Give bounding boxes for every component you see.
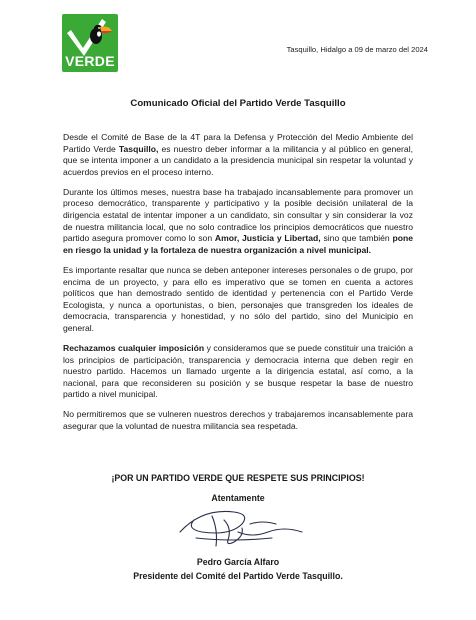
paragraph-3: Es importante resaltar que nunca se deben anteponer intereses personales o de grupo, por encima de un proyecto, y para ello es imperativo que se tomen en cuenta a actores políticos que han demostrado sentido de identidad y pertenencia con el Partido Verde Ecologista, y nunca a oportunistas, o bien, personajes que transgreden los ideales de democracia, transparencia y honestidad, y no sólo del partido, sino del Municipio en general. (63, 264, 413, 333)
closing-salutation: Atentamente (211, 493, 265, 503)
slogan: ¡POR UN PARTIDO VERDE QUE RESPETE SUS PRINCIPIOS! (111, 473, 365, 483)
p2-text-a: Durante los últimos meses, nuestra base ha trabajado incansablemente para promover un proceso democrático, transparente y participativo y la posible decisión unilateral de la dirigencia estatal de intentar imponer a un candidato, sin consultar y sin considerar la voz de nuestra militancia local, que no solo contradice los principios democráticos que nuestro partido asegura promover como lo son (63, 186, 413, 244)
document-date: Tasquillo, Hidalgo a 09 de marzo del 2024 (286, 45, 428, 54)
document-body (63, 132, 413, 441)
signer-name: Pedro García Alfaro (196, 557, 280, 567)
p4-bold: Rechazamos cualquier imposición (63, 343, 205, 353)
logo-text: VERDE (65, 53, 115, 69)
p2-bold-values: Amor, Justicia y Libertad, (214, 233, 321, 244)
paragraph-2 (63, 187, 413, 257)
signer-title: Presidente del Comité del Partido Verde Tasquillo. (133, 571, 343, 581)
document-title: Comunicado Oficial del Partido Verde Tasquillo (130, 98, 346, 109)
p1-text-c: es nuestro deber informar a la militancia y al público en general, que se intenta imponer a un candidato a la presidencia municipal sin respetar la voluntad y acuerdos previos en el proceso interno. (63, 143, 413, 177)
party-logo (62, 14, 118, 72)
handwritten-signature (172, 502, 312, 556)
paragraph-1 (63, 132, 413, 178)
p2-text-c: sino que también (320, 233, 393, 244)
p2-bold-risk: pone en riesgo la unidad y la fortaleza de nuestra organización a nivel municipal. (63, 233, 414, 255)
p1-bold: Tasquillo, (118, 143, 159, 154)
paragraph-5: No permitiremos que se vulneren nuestros derechos y trabajaremos incansablemente para asegurar que la voluntad de nuestra militancia sea respetada. (63, 409, 413, 432)
p1-text-a: Desde el Comité de Base de la 4T para la Defensa y Protección del Medio Ambiente del Partido Verde (63, 132, 413, 154)
p4-text-b: y consideramos que se puede constituir una traición a los principios de participación, transparencia y democracia interna que deben regir en nuestro partido. Hacemos un llamado urgente a la dirigencia estatal, así como, a la nacional, para que reconsideren su posición y se busque respetar la base de nuestro partido a nivel municipal. (63, 343, 413, 400)
paragraph-4 (63, 343, 413, 401)
